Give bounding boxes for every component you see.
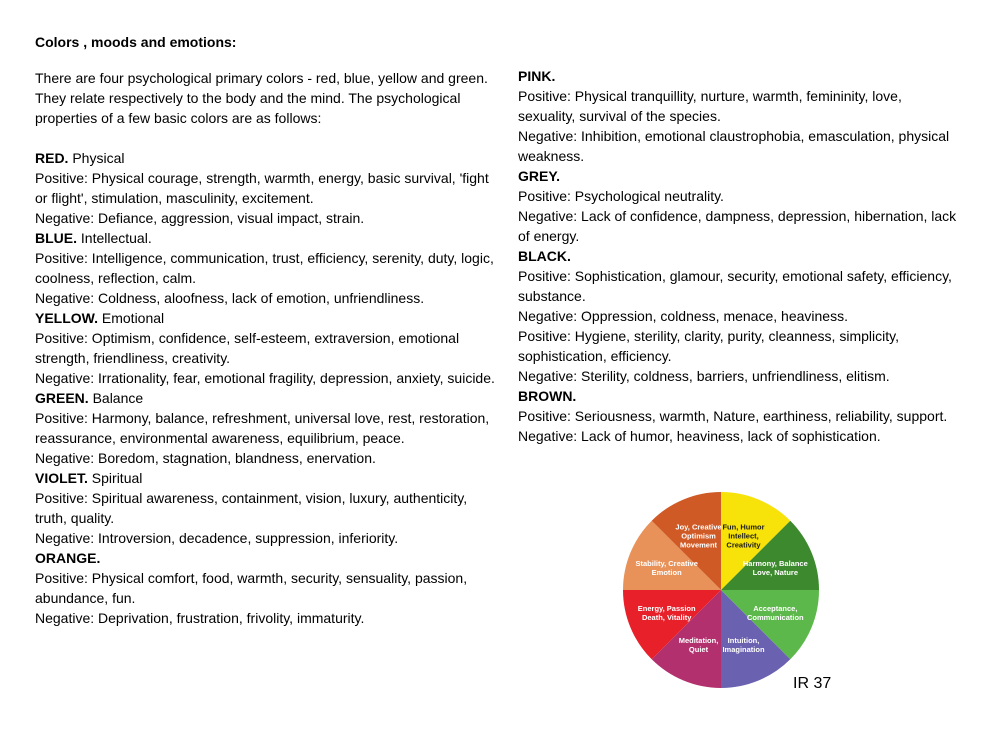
color-description-line: Negative: Defiance, aggression, visual impact, strain. [35, 210, 365, 226]
color-heading [518, 166, 958, 186]
wheel-label-line: Communication [746, 613, 804, 622]
wheel-label-line: Fun, Humor [722, 522, 765, 532]
color-description-line: Negative: Lack of humor, heaviness, lack of sophistication. [518, 428, 881, 444]
page-title: Colors , moods and emotions: [35, 34, 237, 50]
color-heading [35, 308, 495, 328]
color-description-line: Positive: Optimism, confidence, self-esteem, extraversion, emotional strength, friendliness, creativity. [35, 330, 460, 366]
color-description-line: Positive: Physical courage, strength, warmth, energy, basic survival, 'fight or flight', stimulation, masculinity, excitement. [35, 170, 489, 206]
wheel-label-dark-green [743, 559, 808, 577]
wheel-label-line: Movement [679, 540, 718, 550]
wheel-label-line: Acceptance, [753, 604, 798, 613]
color-heading [35, 148, 495, 168]
wheel-label-line: Creativity [726, 540, 761, 550]
wheel-label-line: Optimism [681, 531, 716, 541]
color-trait: Spiritual [87, 470, 143, 486]
color-description-line: Positive: Physical comfort, food, warmth, security, sensuality, passion, abundance, fun. [35, 570, 468, 606]
color-entry [518, 66, 958, 166]
color-description-line: Negative: Deprivation, frustration, frivolity, immaturity. [35, 610, 365, 626]
color-name: GREEN. [35, 390, 89, 406]
color-description-line: Negative: Oppression, coldness, menace, heaviness. [518, 308, 848, 324]
wheel-label-red [638, 604, 696, 622]
color-trait: Balance [88, 390, 144, 406]
wheel-label-line: Intellect, [728, 531, 759, 541]
left-column [35, 68, 495, 628]
wheel-label-light-green [747, 604, 804, 622]
color-name: VIOLET. [35, 470, 88, 486]
color-name: BLACK. [518, 248, 571, 264]
color-name: PINK. [518, 68, 556, 84]
wheel-label-blue-purple [722, 636, 765, 654]
color-description-line: Positive: Sophistication, glamour, security, emotional safety, efficiency, substance. [518, 268, 952, 304]
left-color-list [35, 148, 495, 628]
color-heading [35, 548, 495, 568]
color-description-line: Positive: Psychological neutrality. [518, 188, 724, 204]
color-description-line: Positive: Harmony, balance, refreshment, universal love, rest, restoration, reassurance, environmental awareness, equilibrium, peace. [35, 410, 490, 446]
color-wheel [621, 490, 821, 690]
right-column [518, 66, 958, 446]
color-description-line: Positive: Intelligence, communication, trust, efficiency, serenity, duty, logic, coolness, reflection, calm. [35, 250, 494, 286]
wheel-label-yellow [722, 523, 764, 550]
color-description-line: Positive: Seriousness, warmth, Nature, earthiness, reliability, support. [518, 408, 948, 424]
wheel-label-line: Death, Vitality [641, 613, 692, 622]
color-description-line: Positive: Spiritual awareness, containment, vision, luxury, authenticity, truth, quality. [35, 490, 468, 526]
color-entry [35, 388, 495, 468]
color-name: BLUE. [35, 230, 77, 246]
color-name: YELLOW. [35, 310, 98, 326]
color-entry [35, 228, 495, 308]
wheel-label-line: Stability, Creative [635, 559, 698, 568]
wheel-label-line: Intuition, [727, 635, 760, 645]
color-entry [518, 166, 958, 246]
color-entry [35, 468, 495, 548]
color-trait: Physical [68, 150, 125, 166]
intro-paragraph: There are four psychological primary colors - red, blue, yellow and green. They relate respectively to the body and the mind. The psychological properties of a few basic colors are as follows: [35, 70, 488, 126]
figure-id: IR 37 [793, 675, 832, 692]
color-description-line: Positive: Physical tranquillity, nurture, warmth, femininity, love, sexuality, survival of the species. [518, 88, 902, 124]
wheel-label-line: Quiet [688, 644, 709, 654]
color-heading [35, 228, 495, 248]
color-heading [35, 468, 495, 488]
color-description-line: Negative: Introversion, decadence, suppression, inferiority. [35, 530, 399, 546]
color-description-line: Positive: Hygiene, sterility, clarity, purity, cleanness, simplicity, sophistication, efficiency. [518, 328, 899, 364]
color-name: GREY. [518, 168, 561, 184]
color-heading [518, 246, 958, 266]
wheel-label-dark-orange [675, 523, 721, 550]
color-trait: Intellectual. [77, 230, 152, 246]
color-entry [35, 308, 495, 388]
color-description-line: Negative: Irrationality, fear, emotional fragility, depression, anxiety, suicide. [35, 370, 495, 386]
color-entry [35, 548, 495, 628]
color-name: RED. [35, 150, 69, 166]
wheel-label-line: Love, Nature [752, 568, 799, 577]
wheel-label-line: Emotion [651, 568, 682, 577]
color-entry [518, 386, 958, 446]
color-heading [35, 388, 495, 408]
wheel-label-line: Meditation, [678, 635, 719, 645]
wheel-label-line: Energy, Passion [637, 604, 696, 613]
color-description-line: Negative: Lack of confidence, dampness, depression, hibernation, lack of energy. [518, 208, 957, 244]
wheel-label-line: Imagination [722, 644, 765, 654]
color-name: BROWN. [518, 388, 577, 404]
color-heading [518, 386, 958, 406]
wheel-label-line: Joy, Creative [675, 522, 722, 532]
color-heading [518, 66, 958, 86]
color-wheel-svg [621, 490, 821, 690]
color-entry [35, 148, 495, 228]
color-name: ORANGE. [35, 550, 101, 566]
wheel-label-line: Harmony, Balance [742, 559, 808, 568]
color-trait: Emotional [98, 310, 165, 326]
color-description-line: Negative: Sterility, coldness, barriers, unfriendliness, elitism. [518, 368, 890, 384]
right-color-list [518, 66, 958, 446]
color-description-line: Negative: Inhibition, emotional claustrophobia, emasculation, physical weakness. [518, 128, 950, 164]
color-description-line: Negative: Coldness, aloofness, lack of emotion, unfriendliness. [35, 290, 425, 306]
color-description-line: Negative: Boredom, stagnation, blandness, enervation. [35, 450, 376, 466]
color-entry [518, 246, 958, 386]
